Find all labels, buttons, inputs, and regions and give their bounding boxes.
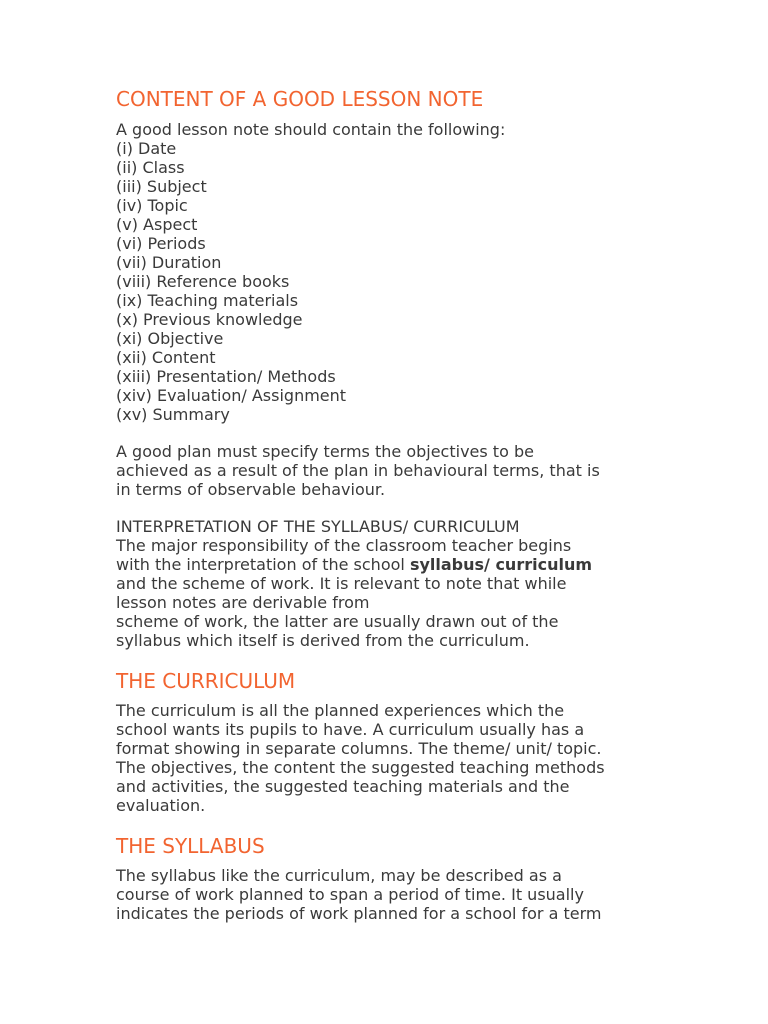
interpretation-line: The major responsibility of the classroom teacher begins bbox=[116, 536, 572, 555]
syllabus-line: The syllabus like the curriculum, may be described as a bbox=[116, 866, 562, 885]
list-item: (ii) Class bbox=[116, 158, 185, 177]
plan-paragraph bbox=[116, 442, 656, 499]
syllabus-line: course of work planned to span a period of time. It usually bbox=[116, 885, 584, 904]
spacer bbox=[116, 499, 768, 517]
lesson-note-list bbox=[116, 139, 768, 424]
list-item: (xv) Summary bbox=[116, 405, 230, 424]
plan-line: A good plan must specify terms the objectives to be bbox=[116, 442, 534, 461]
list-item: (vii) Duration bbox=[116, 253, 222, 272]
list-item: (xiii) Presentation/ Methods bbox=[116, 367, 336, 386]
interpretation-paragraph bbox=[116, 517, 768, 650]
plan-line: achieved as a result of the plan in behavioural terms, that is bbox=[116, 461, 600, 480]
syllabus-paragraph bbox=[116, 866, 768, 923]
list-item: (x) Previous knowledge bbox=[116, 310, 303, 329]
list-item: (v) Aspect bbox=[116, 215, 198, 234]
list-item: (xi) Objective bbox=[116, 329, 224, 348]
interpretation-title: INTERPRETATION OF THE SYLLABUS/ CURRICULUM bbox=[116, 517, 520, 536]
list-item: (xii) Content bbox=[116, 348, 216, 367]
interpretation-line: scheme of work, the latter are usually drawn out of the bbox=[116, 612, 559, 631]
interpretation-line bbox=[116, 555, 768, 574]
heading-content-of-lesson-note: CONTENT OF A GOOD LESSON NOTE bbox=[116, 87, 484, 111]
list-item: (ix) Teaching materials bbox=[116, 291, 299, 310]
spacer bbox=[116, 424, 768, 442]
curriculum-line: The curriculum is all the planned experiences which the bbox=[116, 701, 565, 720]
list-item: (iv) Topic bbox=[116, 196, 188, 215]
curriculum-line: evaluation. bbox=[116, 796, 206, 815]
list-item: (viii) Reference books bbox=[116, 272, 290, 291]
list-item: (iii) Subject bbox=[116, 177, 207, 196]
curriculum-paragraph bbox=[116, 701, 768, 815]
list-item: (vi) Periods bbox=[116, 234, 206, 253]
list-item: (xiv) Evaluation/ Assignment bbox=[116, 386, 347, 405]
interpretation-line: syllabus which itself is derived from the curriculum. bbox=[116, 631, 530, 650]
interpretation-text: with the interpretation of the school bbox=[116, 555, 410, 574]
syllabus-line: indicates the periods of work planned for a school for a term bbox=[116, 904, 602, 923]
curriculum-line: The objectives, the content the suggested teaching methods bbox=[116, 758, 605, 777]
intro-text: A good lesson note should contain the following: bbox=[116, 120, 506, 139]
interpretation-line: lesson notes are derivable from bbox=[116, 593, 370, 612]
bold-syllabus-curriculum: syllabus/ curriculum bbox=[409, 555, 592, 574]
curriculum-line: and activities, the suggested teaching materials and the bbox=[116, 777, 570, 796]
heading-curriculum: THE CURRICULUM bbox=[116, 669, 296, 693]
heading-syllabus: THE SYLLABUS bbox=[116, 834, 265, 858]
curriculum-line: format showing in separate columns. The theme/ unit/ topic. bbox=[116, 739, 602, 758]
interpretation-line: and the scheme of work. It is relevant to note that while bbox=[116, 574, 567, 593]
plan-line: in terms of observable behaviour. bbox=[116, 480, 386, 499]
curriculum-line: school wants its pupils to have. A curriculum usually has a bbox=[116, 720, 585, 739]
list-item: (i) Date bbox=[116, 139, 177, 158]
